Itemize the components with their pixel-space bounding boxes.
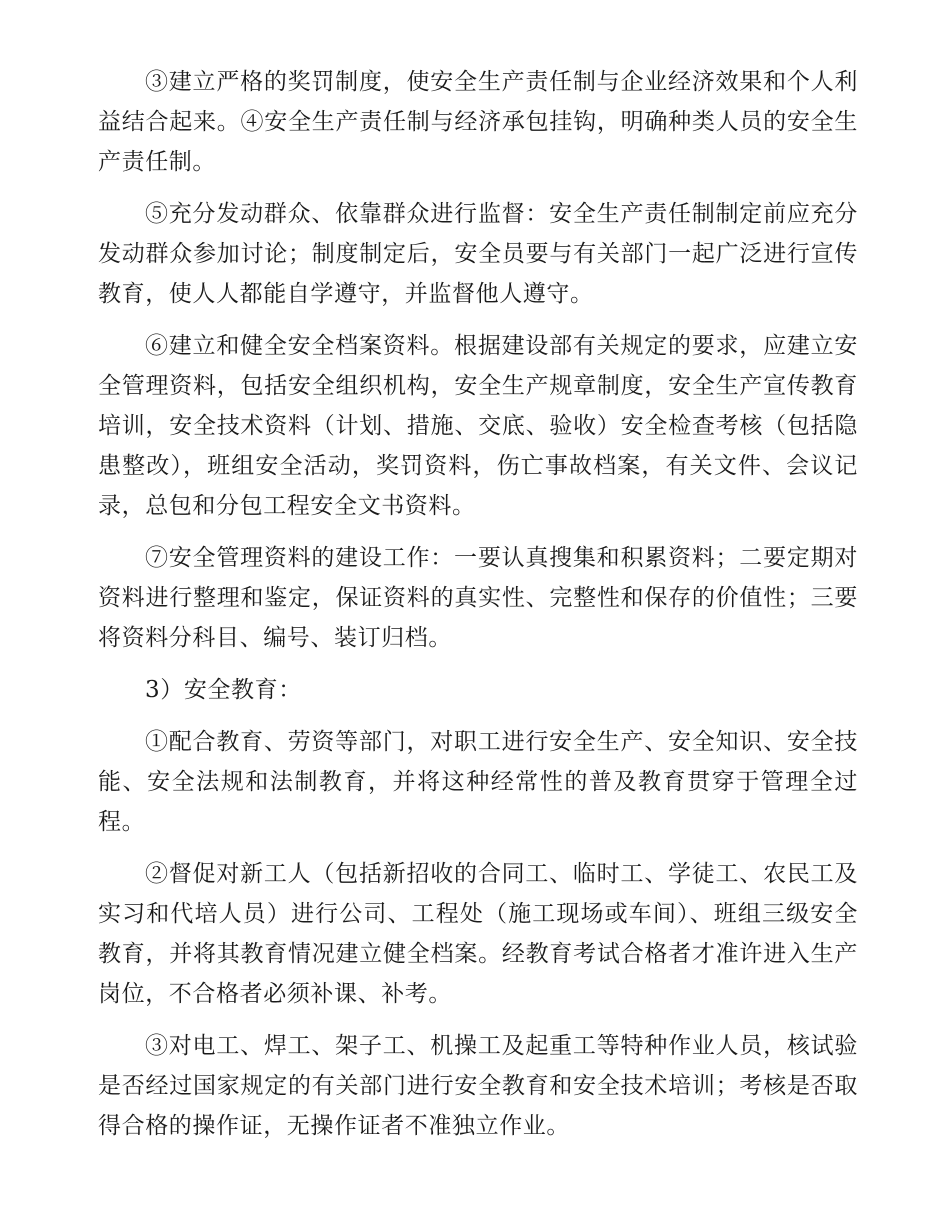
paragraph-safety-archives: ⑥建立和健全安全档案资料。根据建设部有关规定的要求，应建立安全管理资料，包括安全组织机构，安全生产规章制度，安全生产宣传教育培训，安全技术资料（计划、措施、交底、验收）安全检查考核（包括隐患整改），班组安全活动，奖罚资料，伤亡事故档案，有关文件、会议记录，总包和分包工程安全文书资料。 — [98, 333, 858, 519]
paragraph-new-worker-education: ②督促对新工人（包括新招收的合同工、临时工、学徒工、农民工及实习和代培人员）进行公司、工程处（施工现场或车间）、班组三级安全教育，并将其教育情况建立健全档案。经教育考试合格者才准许进入生产岗位，不合格者必须补课、补考。 — [98, 861, 858, 1007]
paragraph-education-coordination: ①配合教育、劳资等部门，对职工进行安全生产、安全知识、安全技能、安全法规和法制教育，并将这种经常性的普及教育贯穿于管理全过程。 — [98, 729, 858, 835]
section-heading-safety-education: 3）安全教育： — [145, 677, 302, 703]
paragraph-reward-penalty: ③建立严格的奖罚制度，使安全生产责任制与企业经济效果和个人利益结合起来。④安全生产责任制与经济承包挂钩，明确种类人员的安全生产责任制。 — [98, 69, 858, 175]
paragraph-special-operators: ③对电工、焊工、架子工、机操工及起重工等特种作业人员，核试验是否经过国家规定的有关部门进行安全教育和安全技术培训；考核是否取得合格的操作证，无操作证者不准独立作业。 — [98, 1033, 858, 1139]
paragraph-archive-construction: ⑦安全管理资料的建设工作：一要认真搜集和积累资料；二要定期对资料进行整理和鉴定，保证资料的真实性、完整性和保存的价值性；三要将资料分科目、编号、装订归档。 — [98, 545, 858, 651]
paragraph-mass-supervision: ⑤充分发动群众、依靠群众进行监督：安全生产责任制制定前应充分发动群众参加讨论；制度制定后，安全员要与有关部门一起广泛进行宣传教育，使人人都能自学遵守，并监督他人遵守。 — [98, 201, 858, 307]
document-body — [98, 62, 858, 1158]
